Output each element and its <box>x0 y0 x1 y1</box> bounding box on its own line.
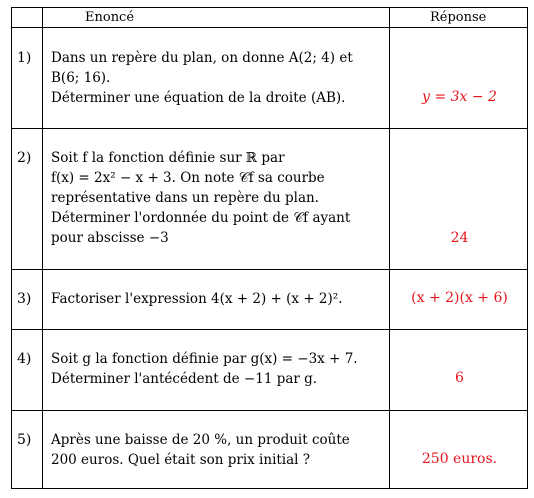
question-line: Déterminer une équation de la droite (AB). <box>51 90 346 106</box>
question-line: Déterminer l'ordonnée du point de 𝒞f ayant <box>51 210 351 226</box>
question-line: Après une baisse de 20 %, un produit coûte <box>51 432 350 448</box>
question-line: B(6; 16). <box>51 70 111 86</box>
header-reponse: Réponse <box>430 10 487 25</box>
question-text <box>51 430 386 470</box>
exercise-table <box>11 7 528 489</box>
answer-text: 6 <box>455 370 464 386</box>
question-line: Soit g la fonction définie par g(x) = −3x + 7. <box>51 351 358 367</box>
row-number: 1) <box>17 50 32 66</box>
question-line: Soit f la fonction définie sur ℝ par <box>51 150 285 166</box>
row-divider-2 <box>12 269 527 270</box>
answer-text: (x + 2)(x + 6) <box>411 290 508 306</box>
answer-text: 24 <box>450 230 469 246</box>
question-text <box>51 289 386 309</box>
question-line: f(x) = 2x² − x + 3. On note 𝒞f sa courbe <box>51 170 325 186</box>
question-line: Dans un repère du plan, on donne A(2; 4) et <box>51 50 353 66</box>
question-line: Factoriser l'expression 4(x + 2) + (x + 2)². <box>51 291 343 307</box>
row-number: 4) <box>17 351 32 367</box>
answer-text: 250 euros. <box>421 451 498 467</box>
question-text <box>51 48 386 108</box>
row-number: 3) <box>17 291 32 307</box>
row-divider-4 <box>12 410 527 411</box>
question-line: Déterminer l'antécédent de −11 par g. <box>51 371 318 387</box>
question-text <box>51 349 386 389</box>
row-divider-3 <box>12 329 527 330</box>
question-line: pour abscisse −3 <box>51 230 169 246</box>
header-enonce: Enoncé <box>85 10 135 25</box>
row-number: 5) <box>17 432 32 448</box>
question-line: 200 euros. Quel était son prix initial ? <box>51 452 311 468</box>
column-divider-num <box>42 8 43 488</box>
column-divider-answer <box>389 8 390 488</box>
row-number: 2) <box>17 150 32 166</box>
question-line: représentative dans un repère du plan. <box>51 190 319 206</box>
question-text <box>51 148 386 248</box>
header-divider <box>12 27 527 28</box>
answer-text: y = 3x − 2 <box>422 89 497 105</box>
row-divider-1 <box>12 128 527 129</box>
